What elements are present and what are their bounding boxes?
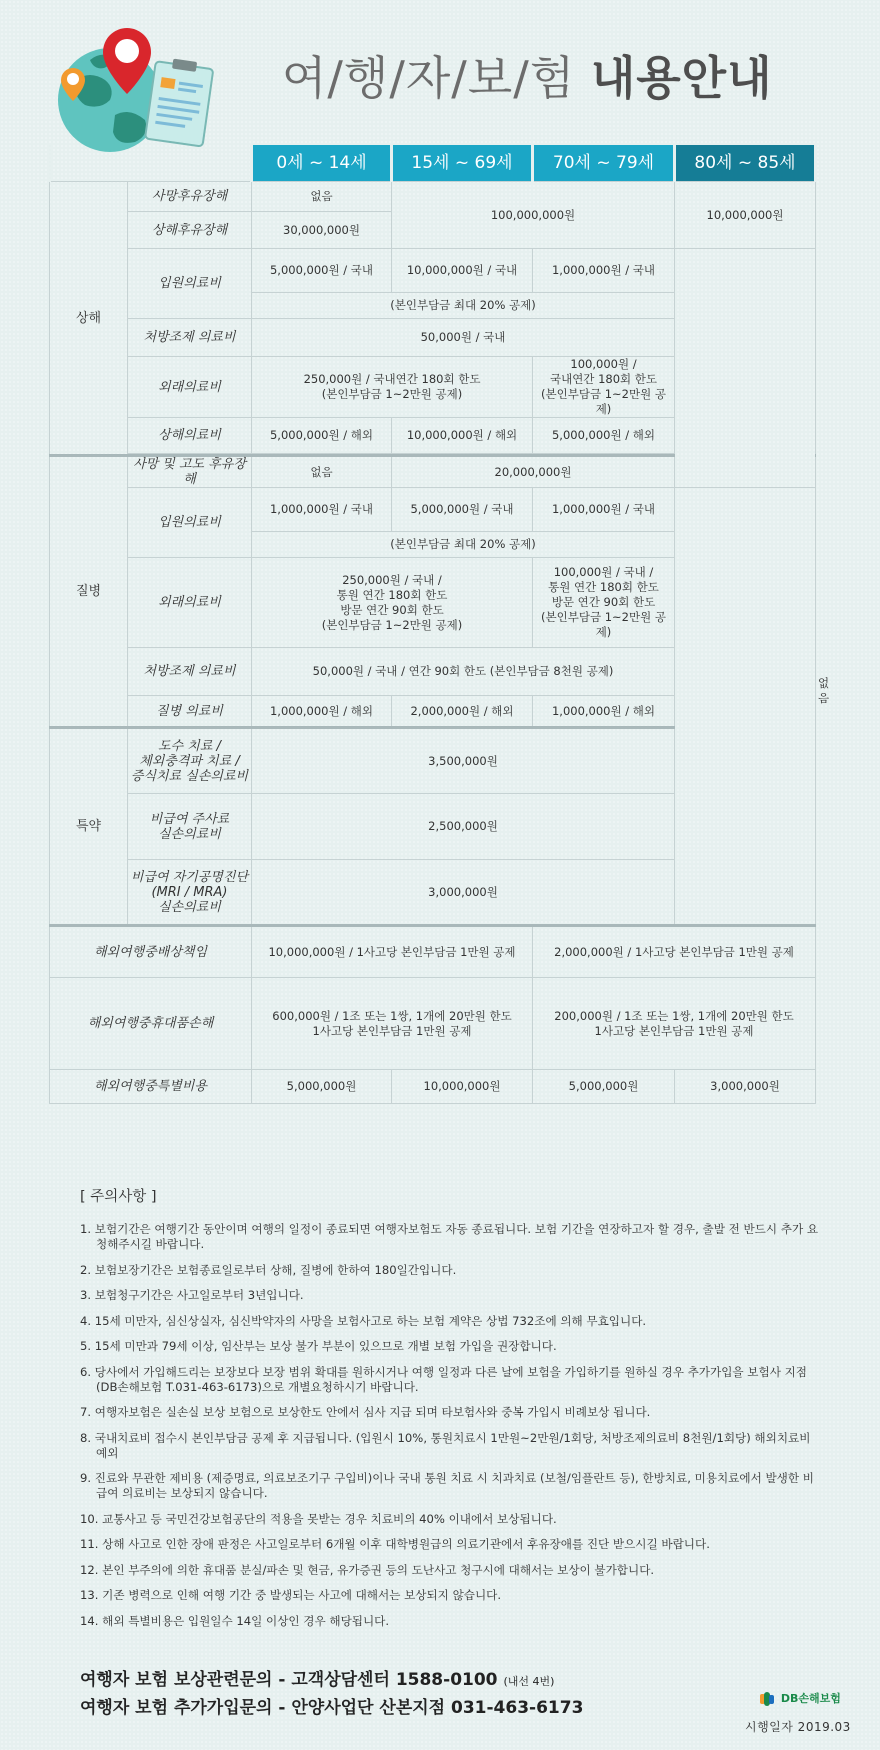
- notes-heading: [ 주의사항 ]: [80, 1189, 157, 1205]
- cell: [252, 558, 533, 648]
- row-label: [128, 728, 252, 794]
- cell-line: 250,000원 / 국내 /: [342, 572, 442, 587]
- cell: 20,000,000원: [392, 456, 675, 488]
- cell: 2,000,000원 / 1사고당 본인부담금 1만원 공제: [533, 926, 816, 978]
- col-age-70-79: 70세 ~ 79세: [533, 145, 675, 182]
- cell-line: 방문 연간 90회 한도: [551, 595, 656, 609]
- list-item: 5. 15세 미만과 79세 이상, 임산부는 보상 불가 부분이 있으므로 개별 보험 가입을 권장합니다.: [80, 1339, 557, 1353]
- cell: 10,000,000원 / 1사고당 본인부담금 1만원 공제: [252, 926, 533, 978]
- row-label: [128, 794, 252, 860]
- page-title-bold: 내용안내: [590, 51, 773, 105]
- list-item: 2. 보험보장기간은 보험종료일로부터 상해, 질병에 한하여 180일간입니다.: [80, 1262, 457, 1277]
- contact-info: [80, 1667, 583, 1721]
- cell: 5,000,000원 / 해외: [533, 418, 675, 454]
- table-row: [50, 488, 816, 532]
- row-label: 입원의료비: [128, 249, 252, 319]
- cell-line: 1사고당 본인부담금 1만원 공제: [312, 1023, 472, 1038]
- table-row: [50, 860, 816, 926]
- cell: 30,000,000원: [252, 212, 392, 249]
- list-item: 8. 국내치료비 접수시 본인부담금 공제 후 지급됩니다. (입원시 10%, 통원치료시 1만원~2만원/1회당, 처방조제의료비 8천원/1회당) 해외치료비예외: [80, 1430, 811, 1460]
- row-label-line: 실손의료비: [158, 899, 221, 915]
- cell: 3,000,000원: [252, 860, 675, 926]
- list-item: 11. 상해 사고로 인한 장애 판정은 사고일로부터 6개월 이후 대학병원급의 의료기관에서 후유장애를 진단 받으시길 바랍니다.: [80, 1537, 710, 1551]
- row-label: 상해의료비: [128, 418, 252, 454]
- cell: 10,000,000원 / 해외: [392, 418, 533, 454]
- cell: 10,000,000원: [392, 1070, 533, 1104]
- db-logo-icon: [760, 1692, 774, 1706]
- page-title: [282, 42, 773, 108]
- list-item: 9. 진료와 무관한 제비용 (제증명료, 의료보조기구 구입비)이나 국내 통원 치료 시 치과치료 (보철/임플란트 등), 한방치료, 미용치료에서 발생한 비급여 의료비는 보상되지 않습니다.: [80, 1471, 814, 1500]
- notes-section: [80, 1185, 820, 1639]
- cell: 1,000,000원 / 국내: [252, 488, 392, 532]
- effective-date: 시행일자 2019.03: [745, 1720, 851, 1734]
- row-label-line: 비급여 자기공명진단: [130, 869, 249, 885]
- cell: 5,000,000원: [533, 1070, 675, 1104]
- table-row: [50, 558, 816, 648]
- row-label: 해외여행중배상책임: [50, 926, 252, 978]
- row-label-line: 체외충격파 치료 /: [139, 753, 240, 769]
- cell: (본인부담금 최대 20% 공제): [252, 532, 675, 558]
- cell: 2,000,000원 / 해외: [392, 696, 533, 728]
- table-row: [50, 1070, 816, 1104]
- row-label-line: 실손의료비: [158, 826, 221, 842]
- cell: 없음: [252, 182, 392, 212]
- cell: 없음: [252, 456, 392, 488]
- notes-list: [80, 1222, 820, 1629]
- row-label-line: (MRI / MRA): [151, 884, 228, 900]
- cell-line: 통원 연간 180회 한도: [548, 580, 659, 594]
- row-label: 입원의료비: [128, 488, 252, 558]
- cell-line: 방문 연간 90회 한도: [340, 602, 444, 617]
- row-label: 해외여행중특별비용: [50, 1070, 252, 1104]
- cell: 10,000,000원 / 국내: [392, 249, 533, 293]
- table-row: 질병 사망 및 고도 후유장해 없음 20,000,000원 없음: [50, 456, 816, 488]
- cell: 1,000,000원 / 해외: [252, 696, 392, 728]
- cell-empty: [675, 249, 816, 488]
- table-row: [50, 978, 816, 1070]
- contact-line-signup: 여행자 보험 추가가입문의 - 안양사업단 산본지점 031-463-6173: [80, 1698, 584, 1718]
- cell: 2,500,000원: [252, 794, 675, 860]
- list-item: 13. 기존 병력으로 인해 여행 기간 중 발생되는 사고에 대해서는 보상되지 않습니다.: [80, 1588, 502, 1602]
- table-row: [50, 249, 816, 293]
- coverage-table: [48, 145, 830, 1104]
- cell: 5,000,000원 / 해외: [252, 418, 392, 454]
- col-age-0-14: 0세 ~ 14세: [252, 145, 392, 182]
- contact-line-claims: [80, 1667, 583, 1695]
- cell: 1,000,000원 / 국내: [533, 488, 675, 532]
- cell-line: (본인부담금 1~2만원 공제): [541, 387, 666, 416]
- cell: 1,000,000원 / 해외: [533, 696, 675, 728]
- col-age-80-85: 80세 ~ 85세: [675, 145, 816, 182]
- cell: 1,000,000원 / 국내: [533, 249, 675, 293]
- row-label: 처방조제 의료비: [128, 319, 252, 357]
- category-disease: 질병: [50, 456, 128, 728]
- row-label-line: 비급여 주사료: [149, 811, 230, 827]
- list-item: 7. 여행자보험은 실손실 보상 보험으로 보상한도 안에서 심사 지급 되며 타보험사와 중복 가입시 비례보상 됩니다.: [80, 1405, 651, 1419]
- cell: [533, 978, 816, 1070]
- cell: [533, 558, 675, 648]
- cell-line: (본인부담금 1~2만원 공제): [541, 610, 666, 639]
- list-item: 10. 교통사고 등 국민건강보험공단의 적용을 못받는 경우 치료비의 40% 이내에서 보상됩니다.: [80, 1511, 557, 1526]
- cell: 3,500,000원: [252, 728, 675, 794]
- cell-line: 국내연간 180회 한도: [549, 372, 658, 386]
- table-header-row: [50, 145, 816, 182]
- cell: 50,000원 / 국내 / 연간 90회 한도 (본인부담금 8천원 공제): [252, 648, 675, 696]
- list-item: 3. 보험청구기간은 사고일로부터 3년입니다.: [80, 1288, 304, 1302]
- brand-logo: [760, 1690, 841, 1706]
- col-age-15-69: 15세 ~ 69세: [392, 145, 533, 182]
- row-label-line: 증식치료 실손의료비: [130, 768, 249, 784]
- cell-line: 600,000원 / 1조 또는 1쌍, 1개에 20만원 한도: [272, 1008, 512, 1023]
- row-label: 상해후유장해: [128, 212, 252, 249]
- category-special: 특약: [50, 728, 128, 926]
- cell: [533, 357, 675, 418]
- row-label: 외래의료비: [128, 558, 252, 648]
- cell: [252, 357, 533, 418]
- cell-line: (본인부담금 1~2만원 공제): [321, 387, 463, 401]
- contact-claims-text: 여행자 보험 보상관련문의 - 고객상담센터 1588-0100: [80, 1670, 498, 1690]
- cell-line: 100,000원 /: [570, 357, 637, 371]
- row-label: 처방조제 의료비: [128, 648, 252, 696]
- row-label: 외래의료비: [128, 357, 252, 418]
- row-label-line: 도수 치료 /: [158, 738, 221, 754]
- row-label: 해외여행중휴대품손해: [50, 978, 252, 1070]
- cell: 5,000,000원: [252, 1070, 392, 1104]
- row-label: 사망후유장해: [128, 182, 252, 212]
- cell-line: 200,000원 / 1조 또는 1쌍, 1개에 20만원 한도: [554, 1008, 794, 1023]
- cell: 5,000,000원 / 국내: [252, 249, 392, 293]
- category-injury: 상해: [50, 182, 128, 456]
- row-label: [128, 860, 252, 926]
- cell-line: 100,000원 / 국내 /: [553, 565, 654, 579]
- table-row: [50, 648, 816, 696]
- cell-line: 1사고당 본인부담금 1만원 공제: [594, 1023, 754, 1038]
- list-item: 6. 당사에서 가입해드리는 보장보다 보장 범위 확대를 원하시거나 여행 일정과 다른 날에 보험을 가입하기를 원하실 경우 추가가입을 보험사 지점 (DB손해보험 T.031-463-6173)으로 개별요청하시기 바랍니다.: [80, 1364, 807, 1394]
- table-row: [50, 182, 816, 212]
- cell-line: (본인부담금 1~2만원 공제): [321, 617, 463, 632]
- table-row: [50, 794, 816, 860]
- table-row: [50, 696, 816, 728]
- table-row: [50, 926, 816, 978]
- page-title-light: 여/행/자/보/험: [282, 51, 576, 105]
- list-item: 12. 본인 부주의에 의한 휴대품 분실/파손 및 현금, 유가증권 등의 도난사고 청구시에 대해서는 보상이 불가합니다.: [80, 1562, 655, 1577]
- contact-claims-extension: (내선 4번): [503, 1675, 555, 1688]
- globe-pin-clipboard-icon: [55, 20, 225, 160]
- cell: 100,000,000원: [392, 182, 675, 249]
- table-row: [50, 728, 816, 794]
- cell: 10,000,000원: [675, 182, 816, 249]
- cell-line: 250,000원 / 국내연간 180회 한도: [303, 372, 481, 386]
- row-label: 질병 의료비: [128, 696, 252, 728]
- list-item: 4. 15세 미만자, 심신상실자, 심신박약자의 사망을 보험사고로 하는 보험 계약은 상법 732조에 의해 무효입니다.: [80, 1313, 647, 1328]
- header-blank: [50, 145, 252, 182]
- list-item: 1. 보험기간은 여행기간 동안이며 여행의 일정이 종료되면 여행자보험도 자동 종료됩니다. 보험 기간을 연장하고자 할 경우, 출발 전 반드시 추가 요청해주시길 바랍니다.: [80, 1222, 819, 1251]
- cell: [252, 978, 533, 1070]
- cell: 3,000,000원: [675, 1070, 816, 1104]
- brand-name: DB손해보험: [780, 1692, 841, 1705]
- list-item: 14. 해외 특별비용은 입원일수 14일 이상인 경우 해당됩니다.: [80, 1613, 390, 1628]
- row-label: 사망 및 고도 후유장해: [128, 456, 252, 488]
- cell: (본인부담금 최대 20% 공제): [252, 293, 675, 319]
- cell: 5,000,000원 / 국내: [392, 488, 533, 532]
- cell: 50,000원 / 국내: [252, 319, 675, 357]
- cell-line: 통원 연간 180회 한도: [336, 587, 448, 602]
